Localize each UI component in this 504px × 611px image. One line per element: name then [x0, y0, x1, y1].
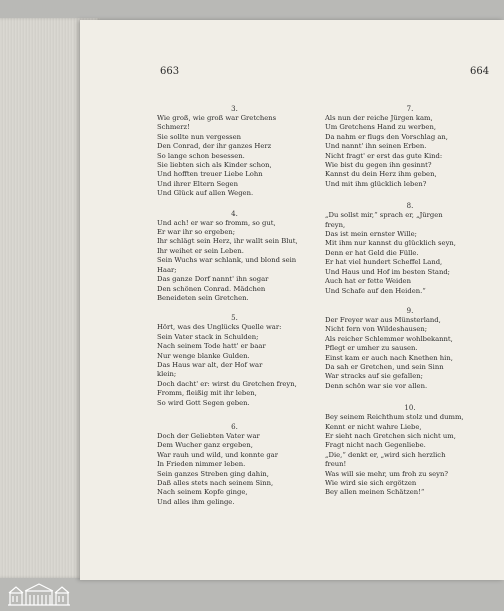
- stanza-line: So wird Gott Segen geben.: [157, 398, 250, 407]
- stanza-line: Er hat viel hundert Scheffel Land,: [325, 258, 443, 267]
- stanza-number: 5.: [231, 314, 238, 323]
- stanza: [325, 104, 495, 189]
- stanza: [157, 422, 312, 507]
- stanza-number: 4.: [231, 209, 238, 218]
- stanza-line: Beneideten sein Gretchen.: [157, 293, 249, 302]
- stanza-number: 10.: [404, 404, 416, 413]
- stanza-line: Was will sie mehr, um froh zu seyn?: [325, 469, 448, 478]
- stanza-line: Einst kam er auch nach Knethen hin,: [325, 353, 453, 362]
- stanza-line: Nach seinem Kopfe ginge,: [157, 488, 248, 497]
- stanza-line: Kennt er nicht wahre Liebe,: [325, 422, 422, 431]
- stanza-line: Den schönen Conrad. Mädchen: [157, 284, 266, 293]
- stanza-line: Sie sollte nun vergessen: [157, 132, 242, 141]
- stanza-line: Wie bist du gegen ihn gesinnt?: [325, 161, 432, 170]
- stanza-line: Ihr schlägt sein Herz, ihr wallt sein Blut,: [157, 237, 298, 246]
- stanza-line: Ihr weihet er sein Leben.: [157, 246, 244, 255]
- stanza-line: Und mit ihm glücklich leben?: [325, 179, 427, 188]
- stanza-line: Hört, was des Unglücks Quelle war:: [157, 323, 282, 332]
- stanza-number: 8.: [406, 202, 414, 211]
- stanza-number: 7.: [406, 105, 414, 113]
- stanza: [325, 201, 495, 296]
- stanza-line: Fragt nicht nach Gegenliebe.: [325, 441, 426, 450]
- stanza-line: Das ganze Dorf nannt' ihn sogar: [157, 275, 269, 284]
- book-page: [80, 20, 504, 580]
- stanza-line: Und Glück auf allen Wegen.: [157, 189, 254, 198]
- stanza-line: War stracks auf sie gefallen;: [325, 372, 423, 381]
- stanza-line: Das ist mein ernster Wille;: [325, 230, 417, 239]
- stanza-line: Den Conrad, der ihr ganzes Herz: [157, 142, 272, 151]
- stanza-line: Dem Wucher ganz ergeben,: [157, 441, 253, 450]
- stanza-line: Um Gretchens Hand zu werben,: [325, 123, 436, 132]
- stanza-line: freun!: [325, 460, 347, 469]
- stanza: [157, 209, 312, 304]
- stanza-line: Und nannt' ihn seinen Erben.: [325, 142, 427, 151]
- page-number-left: 663: [160, 66, 180, 77]
- stanza-line: Kannst du dein Herz ihm geben,: [325, 170, 437, 179]
- stanza-line: Nur wenge blanke Gulden.: [157, 351, 250, 360]
- stanza-line: So lange schon besessen.: [157, 151, 245, 160]
- page-number-right: 664: [470, 66, 490, 77]
- stanza-line: freyn,: [325, 220, 346, 229]
- stanza-line: Doch der Geliebten Vater war: [157, 431, 260, 440]
- stanza-line: Pflegt er umher zu sausen.: [325, 344, 418, 353]
- stanza-line: Auch hat er fette Weiden: [325, 277, 411, 286]
- poem-column-left: [157, 104, 312, 517]
- stanza-line: Denn er hat Geld die Fülle.: [325, 248, 419, 257]
- stanza-line: Sie liebten sich als Kinder schon,: [157, 161, 272, 170]
- stanza: [157, 313, 312, 408]
- stanza-line: Doch dacht' er: wirst du Gretchen freyn,: [157, 379, 297, 388]
- stanza-number: 6.: [231, 422, 238, 431]
- stanza-line: War rauh und wild, und konnte gar: [157, 450, 278, 459]
- stanza-line: Wie groß, wie groß war Gretchens: [157, 114, 277, 122]
- stanza-line: Als nun der reiche Jürgen kam,: [325, 114, 433, 122]
- stanza-line: Fromm, fleißig mit ihr leben,: [157, 389, 257, 398]
- stanza-line: Haar;: [157, 265, 177, 274]
- stanza-number: 9.: [406, 306, 414, 315]
- stanza-line: In Frieden nimmer leben.: [157, 460, 246, 469]
- stanza: [157, 104, 312, 199]
- stanza-line: Bey seinem Reichthum stolz und dumm,: [325, 413, 464, 422]
- stanza-number: 3.: [231, 105, 238, 113]
- stanza-line: Er sieht nach Gretchen sich nicht um,: [325, 431, 456, 440]
- stanza-line: Und hofften treuer Liebe Lohn: [157, 170, 263, 179]
- stanza-line: Und alles ihm gelinge.: [157, 497, 235, 506]
- stanza-line: Wie wird sie sich ergötzen: [325, 479, 417, 487]
- stanza-line: Da sah er Gretchen, und sein Sinn: [325, 362, 444, 371]
- stanza-line: Nicht fern von Wildeshausen;: [325, 325, 428, 334]
- stanza-line: Mit ihm nur kannst du glücklich seyn,: [325, 239, 456, 248]
- stanza-line: Sein ganzes Streben ging dahin,: [157, 469, 269, 478]
- library-building-logo: [6, 583, 72, 607]
- stanza-line: Sein Vater stack in Schulden;: [157, 332, 259, 341]
- stanza-line: Als reicher Schlemmer wohlbekannt,: [325, 334, 453, 343]
- stanza: [325, 306, 495, 391]
- stanza-line: Das Haus war alt, der Hof war: [157, 360, 263, 369]
- stanza-line: Bey allen meinen Schätzen!“: [325, 488, 425, 497]
- stanza-line: „Die,“ denkt er, „wird sich herzlich: [325, 450, 446, 459]
- stanza-line: Und Schafe auf den Heiden.“: [325, 286, 426, 295]
- stanza-line: Und ach! er war so fromm, so gut,: [157, 218, 276, 227]
- stanza-line: Denn schön war sie vor allen.: [325, 381, 428, 390]
- stanza-line: Sein Wuchs war schlank, und blond sein: [157, 256, 297, 265]
- stanza-line: klein;: [157, 370, 177, 379]
- stanza-line: „Du sollst mir,“ sprach er, „Jürgen: [325, 211, 443, 220]
- stanza-line: Er war ihr so ergeben;: [157, 228, 236, 237]
- stanza-line: Der Freyer war aus Münsterland,: [325, 315, 441, 324]
- stanza-line: Daß alles stets nach seinem Sinn,: [157, 479, 274, 487]
- stanza-line: Nach seinem Tode hatt' er baar: [157, 342, 266, 351]
- stanza-line: Nicht fragt' er erst das gute Kind:: [325, 151, 443, 160]
- stanza: [325, 403, 495, 498]
- stanza-line: Und ihrer Eltern Segen: [157, 179, 238, 188]
- poem-column-right: [325, 104, 495, 508]
- stanza-line: Da nahm er flugs den Vorschlag an,: [325, 132, 448, 141]
- stanza-line: Schmerz!: [157, 123, 190, 132]
- stanza-line: Und Haus und Hof im besten Stand;: [325, 267, 450, 276]
